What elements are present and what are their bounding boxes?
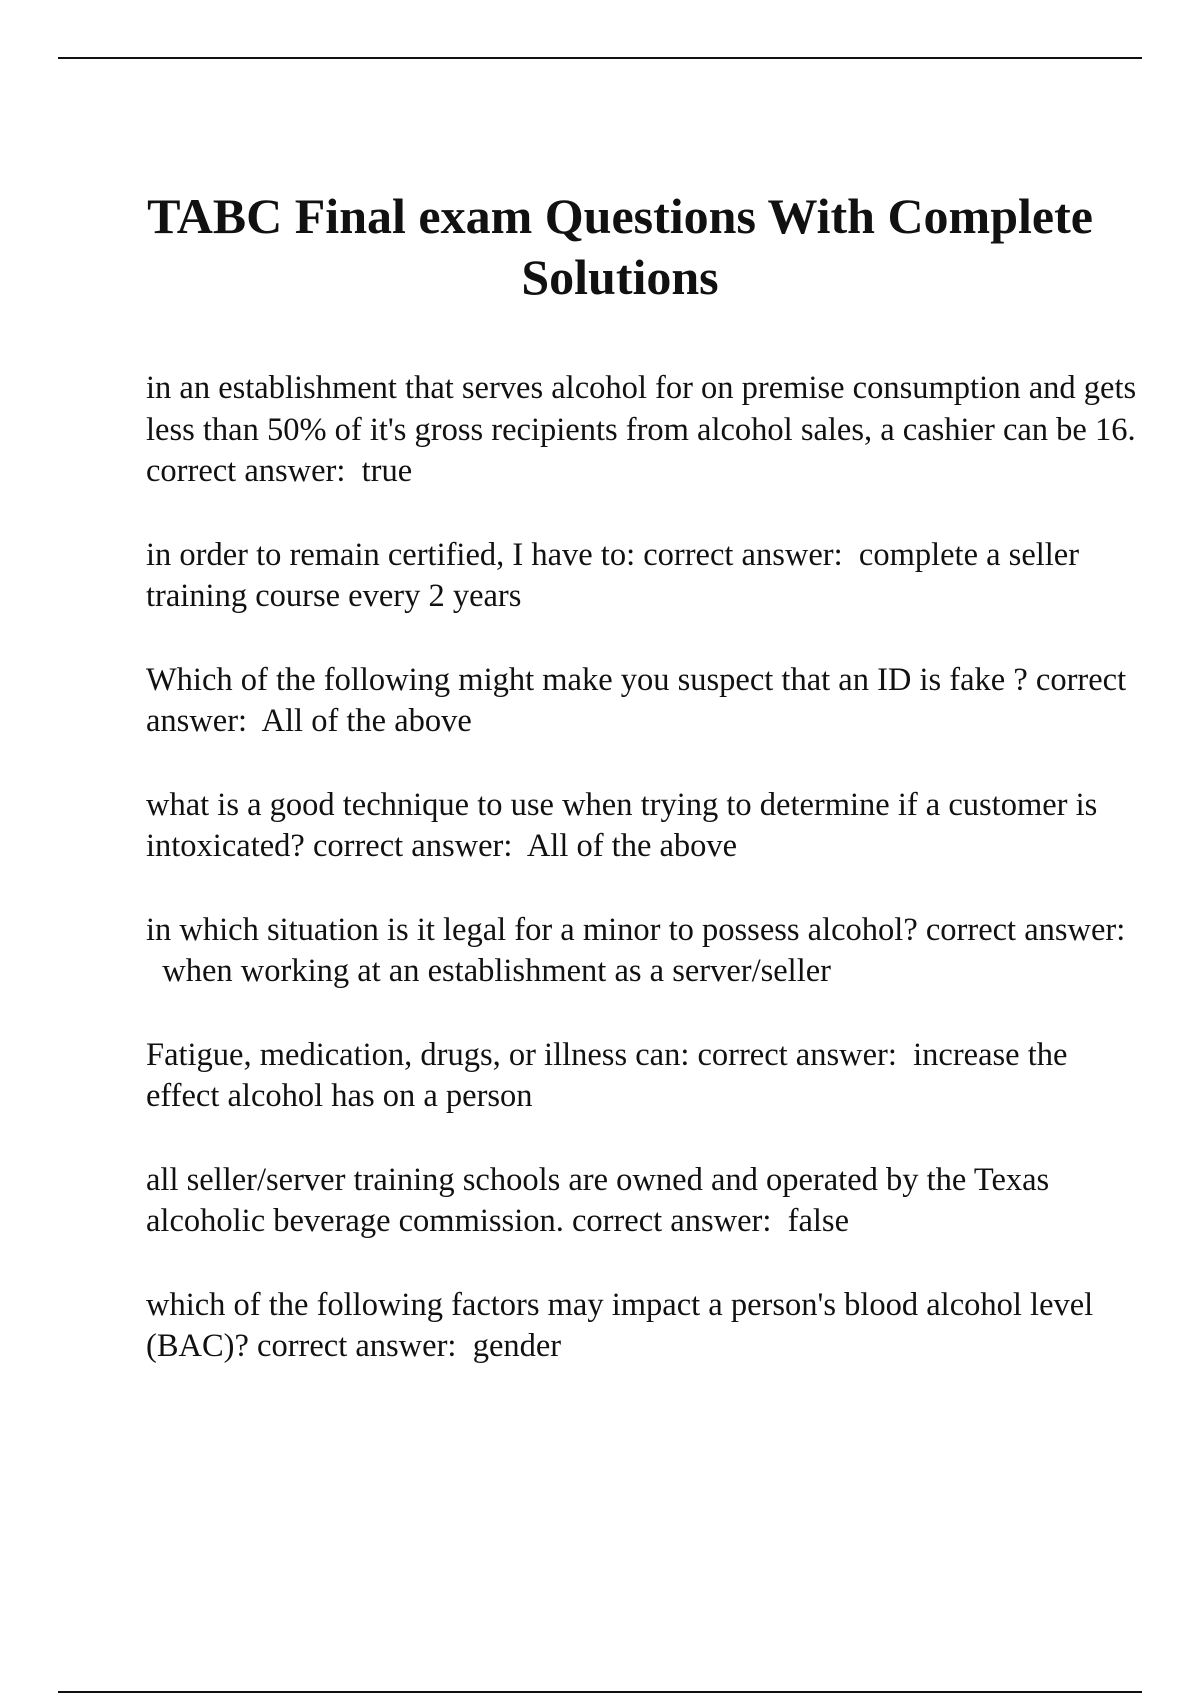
question-text: all seller/server training schools are owned and operated by the Texas alcoholic beverage commission. — [146, 1161, 1050, 1239]
answer-text: All of the above — [526, 828, 738, 864]
answer-prefix: correct answer: — [146, 453, 346, 489]
qa-list — [146, 368, 1146, 1410]
qa-item — [146, 785, 1146, 868]
answer-prefix: correct answer: — [697, 1036, 897, 1073]
qa-item — [146, 368, 1146, 493]
qa-item — [146, 1285, 1146, 1368]
question-text: in which situation is it legal for a minor to possess alcohol? — [146, 911, 918, 948]
qa-item — [146, 535, 1146, 618]
document-title: TABC Final exam Questions With Complete Solutions — [147, 188, 1093, 305]
answer-prefix: correct answer: — [571, 1203, 772, 1239]
qa-item — [146, 1160, 1146, 1243]
question-text: in an establishment that serves alcohol for on premise consumption and gets less than 50% of it's gross recipients from alcohol sales, a cashier can be 16. — [146, 370, 1137, 448]
qa-item — [146, 1035, 1146, 1118]
question-text: Which of the following might make you suspect that an ID is fake ? — [146, 661, 1028, 698]
top-divider — [58, 57, 1142, 59]
answer-text: false — [787, 1203, 849, 1239]
answer-text: true — [361, 453, 413, 489]
answer-prefix: correct answer: — [925, 911, 1126, 948]
question-text: in order to remain certified, I have to: — [146, 536, 636, 573]
answer-text: All of the above — [261, 703, 472, 739]
answer-prefix: correct answer: — [146, 661, 1127, 739]
answer-text: complete a seller training course every 2 years — [146, 536, 1080, 614]
qa-item — [146, 660, 1146, 743]
answer-prefix: correct answer: — [312, 828, 513, 864]
answer-prefix: correct answer: — [643, 536, 843, 573]
question-text: what is a good technique to use when trying to determine if a customer is intoxicated? — [146, 786, 1098, 864]
question-text: Fatigue, medication, drugs, or illness can: — [146, 1036, 690, 1073]
answer-text: when working at an establishment as a server/seller — [162, 953, 831, 989]
question-text: which of the following factors may impact a person's blood alcohol level (BAC)? — [146, 1286, 1094, 1364]
qa-item — [146, 910, 1146, 993]
answer-prefix: correct answer: — [257, 1328, 457, 1364]
answer-text: increase the effect alcohol has on a person — [146, 1036, 1068, 1114]
bottom-divider — [58, 1691, 1142, 1693]
answer-text: gender — [472, 1328, 562, 1364]
